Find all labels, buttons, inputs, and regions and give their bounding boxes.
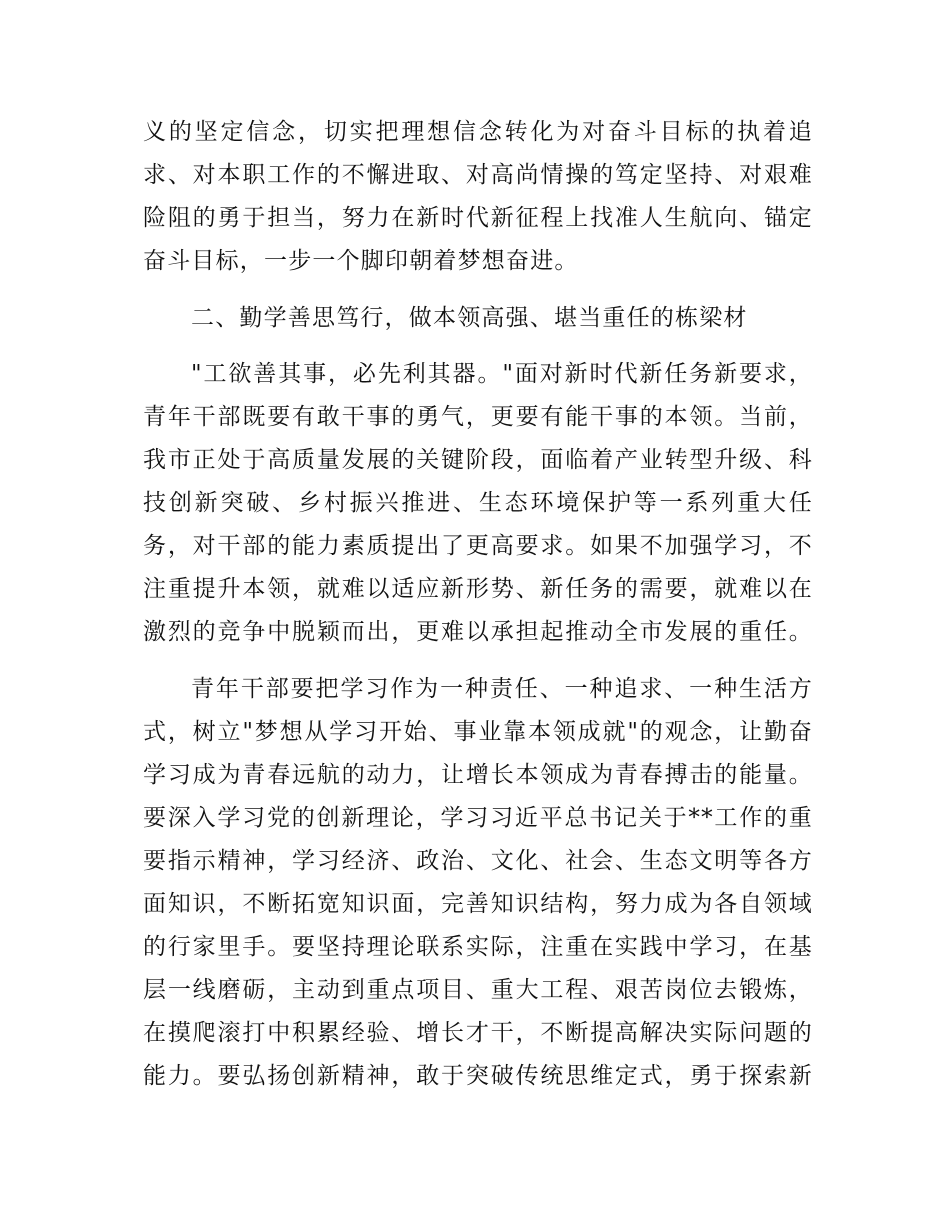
text-line: 层一线磨砺，主动到重点项目、重大工程、艰苦岗位去锻炼， [143,977,813,1003]
section-heading: 二、勤学善思笃行，做本领高强、堪当重任的栋梁材 [191,305,748,331]
text-line: "工欲善其事，必先利其器。"面对新时代新任务新要求， [191,361,813,387]
text-line: 求、对本职工作的不懈进取、对高尚情操的笃定坚持、对艰难 [143,162,813,188]
text-line: 奋斗目标，一步一个脚印朝着梦想奋进。 [143,248,579,274]
text-line: 技创新突破、乡村振兴推进、生态环境保护等一系列重大任 [143,490,813,516]
text-line: 学习成为青春远航的动力，让增长本领成为青春搏击的能量。 [143,762,813,788]
text-line: 能力。要弘扬创新精神，敢于突破传统思维定式，勇于探索新 [143,1063,813,1089]
text-line: 我市正处于高质量发展的关键阶段，面临着产业转型升级、科 [143,447,813,473]
text-line: 的行家里手。要坚持理论联系实际，注重在实践中学习，在基 [143,934,813,960]
text-line: 注重提升本领，就难以适应新形势、新任务的需要，就难以在 [143,576,813,602]
text-line: 要指示精神，学习经济、政治、文化、社会、生态文明等各方 [143,848,813,874]
text-line: 义的坚定信念，切实把理想信念转化为对奋斗目标的执着追 [143,119,813,145]
text-line: 激烈的竞争中脱颖而出，更难以承担起推动全市发展的重任。 [143,619,813,645]
text-line: 务，对干部的能力素质提出了更高要求。如果不加强学习，不 [143,533,813,559]
text-line: 在摸爬滚打中积累经验、增长才干，不断提高解决实际问题的 [143,1020,813,1046]
text-line: 险阻的勇于担当，努力在新时代新征程上找准人生航向、锚定 [143,205,813,231]
text-line: 面知识，不断拓宽知识面，完善知识结构，努力成为各自领域 [143,891,813,917]
text-line: 青年干部既要有敢干事的勇气，更要有能干事的本领。当前， [143,404,813,430]
text-line: 要深入学习党的创新理论，学习习近平总书记关于**工作的重 [143,805,813,831]
text-line: 青年干部要把学习作为一种责任、一种追求、一种生活方 [191,676,813,702]
text-line: 式，树立"梦想从学习开始、事业靠本领成就"的观念，让勤奋 [143,719,813,745]
